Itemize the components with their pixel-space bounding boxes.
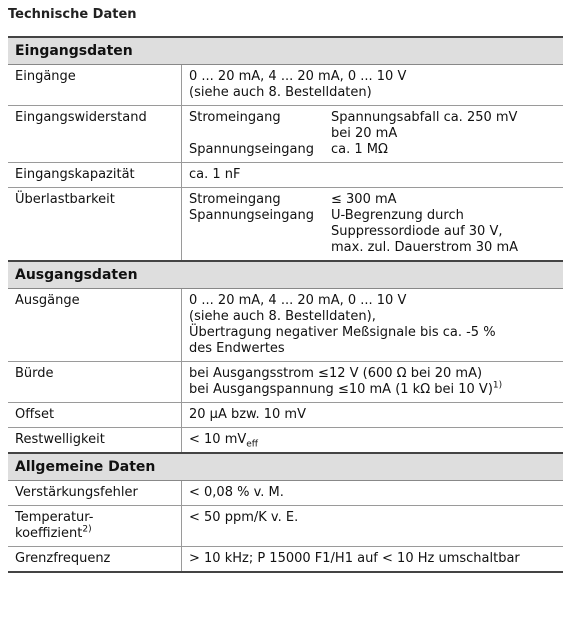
sub-entry: Stromeingang ≤ 300 mA	[189, 192, 397, 207]
footnote-marker: 1)	[492, 380, 503, 391]
table-row	[8, 481, 563, 506]
sub-entry: Spannungseingang U-Begrenzung durch Suppressordiode auf 30 V, max. zul. Dauerstrom 30 mA	[189, 208, 518, 255]
row-label: Überlastbarkeit	[8, 188, 182, 262]
row-value: > 10 kHz; P 15000 F1/H1 auf < 10 Hz umschaltbar	[182, 547, 564, 573]
section-header-allgemeine-daten: Allgemeine Daten	[8, 453, 563, 481]
section-header-eingangsdaten: Eingangsdaten	[8, 37, 563, 65]
row-label: Bürde	[8, 362, 182, 403]
row-value: ca. 1 nF	[182, 163, 564, 188]
row-value: < 10 $mV_{eff}$	[182, 428, 564, 454]
spec-table	[8, 36, 563, 573]
row-label: Ausgänge	[8, 289, 182, 362]
table-row	[8, 506, 563, 547]
row-label: Eingänge	[8, 65, 182, 106]
row-label: Verstärkungsfehler	[8, 481, 182, 506]
row-value: 0 ... 20 mA, 4 ... 20 mA, 0 ... 10 V (siehe auch 8. Bestelldaten), Übertragung negativer Meßsignale bis ca. -5 % des Endwertes	[182, 289, 564, 362]
sub-entry: Spannungseingang ca. 1 MΩ	[189, 142, 388, 157]
section-header-ausgangsdaten: Ausgangsdaten	[8, 261, 563, 289]
row-value: 0 ... 20 mA, 4 ... 20 mA, 0 ... 10 V (siehe auch 8. Bestelldaten)	[182, 65, 564, 106]
row-label: Offset	[8, 403, 182, 428]
table-row	[8, 163, 563, 188]
page-title: Technische Daten	[8, 7, 137, 22]
row-label: Temperatur- koeffizient$^{2)}$	[8, 506, 182, 547]
row-label: Eingangskapazität	[8, 163, 182, 188]
sub-entry: Stromeingang Spannungsabfall ca. 250 mV bei 20 mA	[189, 110, 518, 141]
row-label: Eingangswiderstand	[8, 106, 182, 163]
table-row	[8, 362, 563, 403]
table-row	[8, 188, 563, 262]
row-label: Restwelligkeit	[8, 428, 182, 454]
row-label: Grenzfrequenz	[8, 547, 182, 573]
row-value: < 0,08 % v. M.	[182, 481, 564, 506]
table-row	[8, 547, 563, 573]
row-value: < 50 ppm/K v. E.	[182, 506, 564, 547]
table-row	[8, 65, 563, 106]
table-row	[8, 403, 563, 428]
table-row	[8, 428, 563, 454]
table-row	[8, 289, 563, 362]
footnote-marker: 2)	[82, 524, 92, 535]
row-value: 20 µA bzw. 10 mV	[182, 403, 564, 428]
row-value: bei Ausgangsstrom ≤12 V (600 Ω bei 20 mA) bei Ausgangspannung ≤10 mA (1 kΩ bei 10 V)$^{1)}$	[182, 362, 564, 403]
row-value	[182, 106, 564, 163]
table-row	[8, 106, 563, 163]
row-value	[182, 188, 564, 262]
